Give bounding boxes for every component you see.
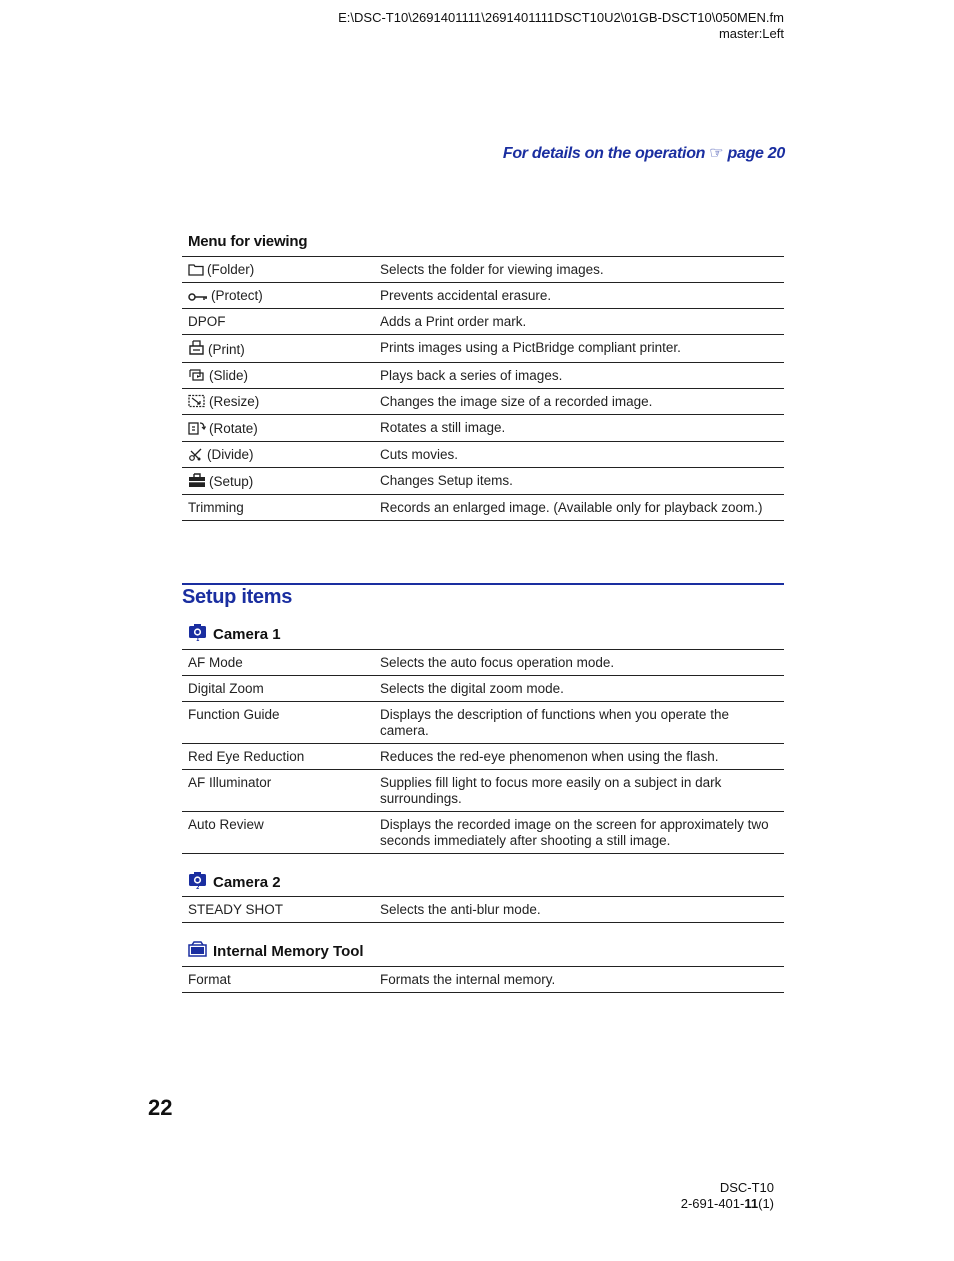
viewing-item-description: Rotates a still image. [374, 415, 784, 442]
slide-icon [188, 368, 206, 382]
details-reference [503, 143, 785, 163]
viewing-item [182, 415, 374, 442]
camera1-row [182, 744, 784, 770]
memory-row [182, 967, 784, 993]
viewing-item [182, 363, 374, 389]
viewing-item [182, 442, 374, 468]
camera1-row [182, 812, 784, 854]
viewing-item [182, 283, 374, 309]
memory-table [182, 966, 784, 993]
viewing-item-label: (Print) [208, 342, 245, 357]
viewing-item-label: (Setup) [209, 474, 254, 489]
camera1-item-description: Selects the digital zoom mode. [374, 676, 784, 702]
footer-model: DSC-T10 [719, 1180, 774, 1195]
camera1-item [182, 744, 374, 770]
camera1-row [182, 676, 784, 702]
details-page: page 20 [727, 145, 785, 162]
camera1-item-description: Displays the recorded image on the screen for approximately two seconds immediately after shooting a still image. [374, 812, 784, 854]
scissors-icon [188, 447, 204, 461]
viewing-item-label: Trimming [188, 500, 244, 515]
svg-text:1: 1 [196, 637, 200, 641]
camera1-item-label: Digital Zoom [188, 681, 264, 696]
camera2-item-description: Selects the anti-blur mode. [374, 897, 784, 923]
camera1-item [182, 702, 374, 744]
camera1-heading [188, 623, 281, 645]
setup-divider [182, 583, 784, 585]
viewing-row [182, 495, 784, 521]
viewing-item-label: DPOF [188, 314, 226, 329]
key-icon [188, 292, 208, 302]
memory-item [182, 967, 374, 993]
viewing-row [182, 442, 784, 468]
viewing-item [182, 468, 374, 495]
viewing-item-description: Cuts movies. [374, 442, 784, 468]
footer-code [681, 1196, 774, 1212]
camera1-title: Camera 1 [213, 625, 281, 643]
viewing-item-label: (Rotate) [209, 421, 258, 436]
viewing-row [182, 309, 784, 335]
setup-items-title: Setup items [182, 586, 293, 608]
viewing-item-description: Changes the image size of a recorded image. [374, 389, 784, 415]
viewing-item-label: (Resize) [209, 394, 260, 409]
viewing-item-description: Changes Setup items. [374, 468, 784, 495]
resize-icon [188, 394, 206, 408]
footer [681, 1180, 774, 1212]
details-text: For details on the operation [502, 145, 706, 162]
camera2-item-label: STEADY SHOT [188, 902, 284, 917]
viewing-row [182, 335, 784, 363]
camera1-item-label: Auto Review [188, 817, 264, 832]
viewing-row [182, 468, 784, 495]
camera1-item-label: Red Eye Reduction [188, 749, 305, 764]
camera1-item [182, 650, 374, 676]
camera1-table [182, 649, 784, 854]
memory-tool-icon [188, 941, 207, 961]
memory-item-description: Formats the internal memory. [374, 967, 784, 993]
camera1-item-description: Reduces the red-eye phenomenon when using the flash. [374, 744, 784, 770]
menu-viewing-title: Menu for viewing [188, 233, 308, 250]
toolbox-icon [188, 473, 206, 488]
document-path [338, 10, 784, 42]
viewing-item-label: (Divide) [207, 447, 254, 462]
print-icon [188, 340, 205, 356]
viewing-item [182, 309, 374, 335]
code-suffix: (1) [758, 1196, 774, 1211]
viewing-item-description: Records an enlarged image. (Available only for playback zoom.) [374, 495, 784, 521]
pointing-hand-icon: ☞ [709, 145, 724, 162]
master-label: master:Left [718, 26, 784, 41]
camera2-item [182, 897, 374, 923]
viewing-row [182, 363, 784, 389]
memory-title: Internal Memory Tool [213, 942, 364, 960]
camera1-item-description: Selects the auto focus operation mode. [374, 650, 784, 676]
viewing-item-description: Plays back a series of images. [374, 363, 784, 389]
viewing-item [182, 495, 374, 521]
code-prefix: 2-691-401- [680, 1196, 745, 1211]
camera1-item [182, 812, 374, 854]
viewing-row [182, 257, 784, 283]
viewing-item-description: Prints images using a PictBridge compliant printer. [374, 335, 784, 363]
viewing-item [182, 257, 374, 283]
camera1-item [182, 770, 374, 812]
viewing-item [182, 389, 374, 415]
camera1-item [182, 676, 374, 702]
camera1-item-label: AF Mode [188, 655, 243, 670]
viewing-item-label: (Protect) [211, 288, 263, 303]
memory-heading [188, 941, 364, 961]
camera2-icon [188, 871, 207, 893]
viewing-item-description: Adds a Print order mark. [374, 309, 784, 335]
camera1-row [182, 702, 784, 744]
camera1-item-label: Function Guide [188, 707, 280, 722]
viewing-row [182, 389, 784, 415]
viewing-item [182, 335, 374, 363]
file-path: E:\DSC-T10\2691401111\2691401111DSCT10U2\01GB-DSCT10\050MEN.fm [338, 10, 784, 25]
camera2-heading [188, 871, 281, 893]
viewing-item-label: (Folder) [207, 262, 255, 277]
page-number: 22 [148, 1095, 173, 1120]
viewing-row [182, 415, 784, 442]
folder-icon [188, 263, 204, 276]
camera1-icon [188, 623, 207, 645]
camera2-table [182, 896, 784, 923]
code-bold: 11 [744, 1196, 759, 1211]
camera1-row [182, 650, 784, 676]
camera2-row [182, 897, 784, 923]
camera2-title: Camera 2 [213, 873, 281, 891]
viewing-menu-table [182, 256, 784, 521]
viewing-item-label: (Slide) [209, 368, 249, 383]
memory-item-label: Format [188, 972, 231, 987]
camera1-item-description: Displays the description of functions when you operate the camera. [374, 702, 784, 744]
viewing-item-description: Prevents accidental erasure. [374, 283, 784, 309]
svg-text:2: 2 [196, 885, 200, 889]
camera1-item-label: AF Illuminator [188, 775, 272, 790]
camera1-item-description: Supplies fill light to focus more easily on a subject in dark surroundings. [374, 770, 784, 812]
viewing-row [182, 283, 784, 309]
rotate-icon [188, 420, 206, 435]
camera1-row [182, 770, 784, 812]
viewing-item-description: Selects the folder for viewing images. [374, 257, 784, 283]
